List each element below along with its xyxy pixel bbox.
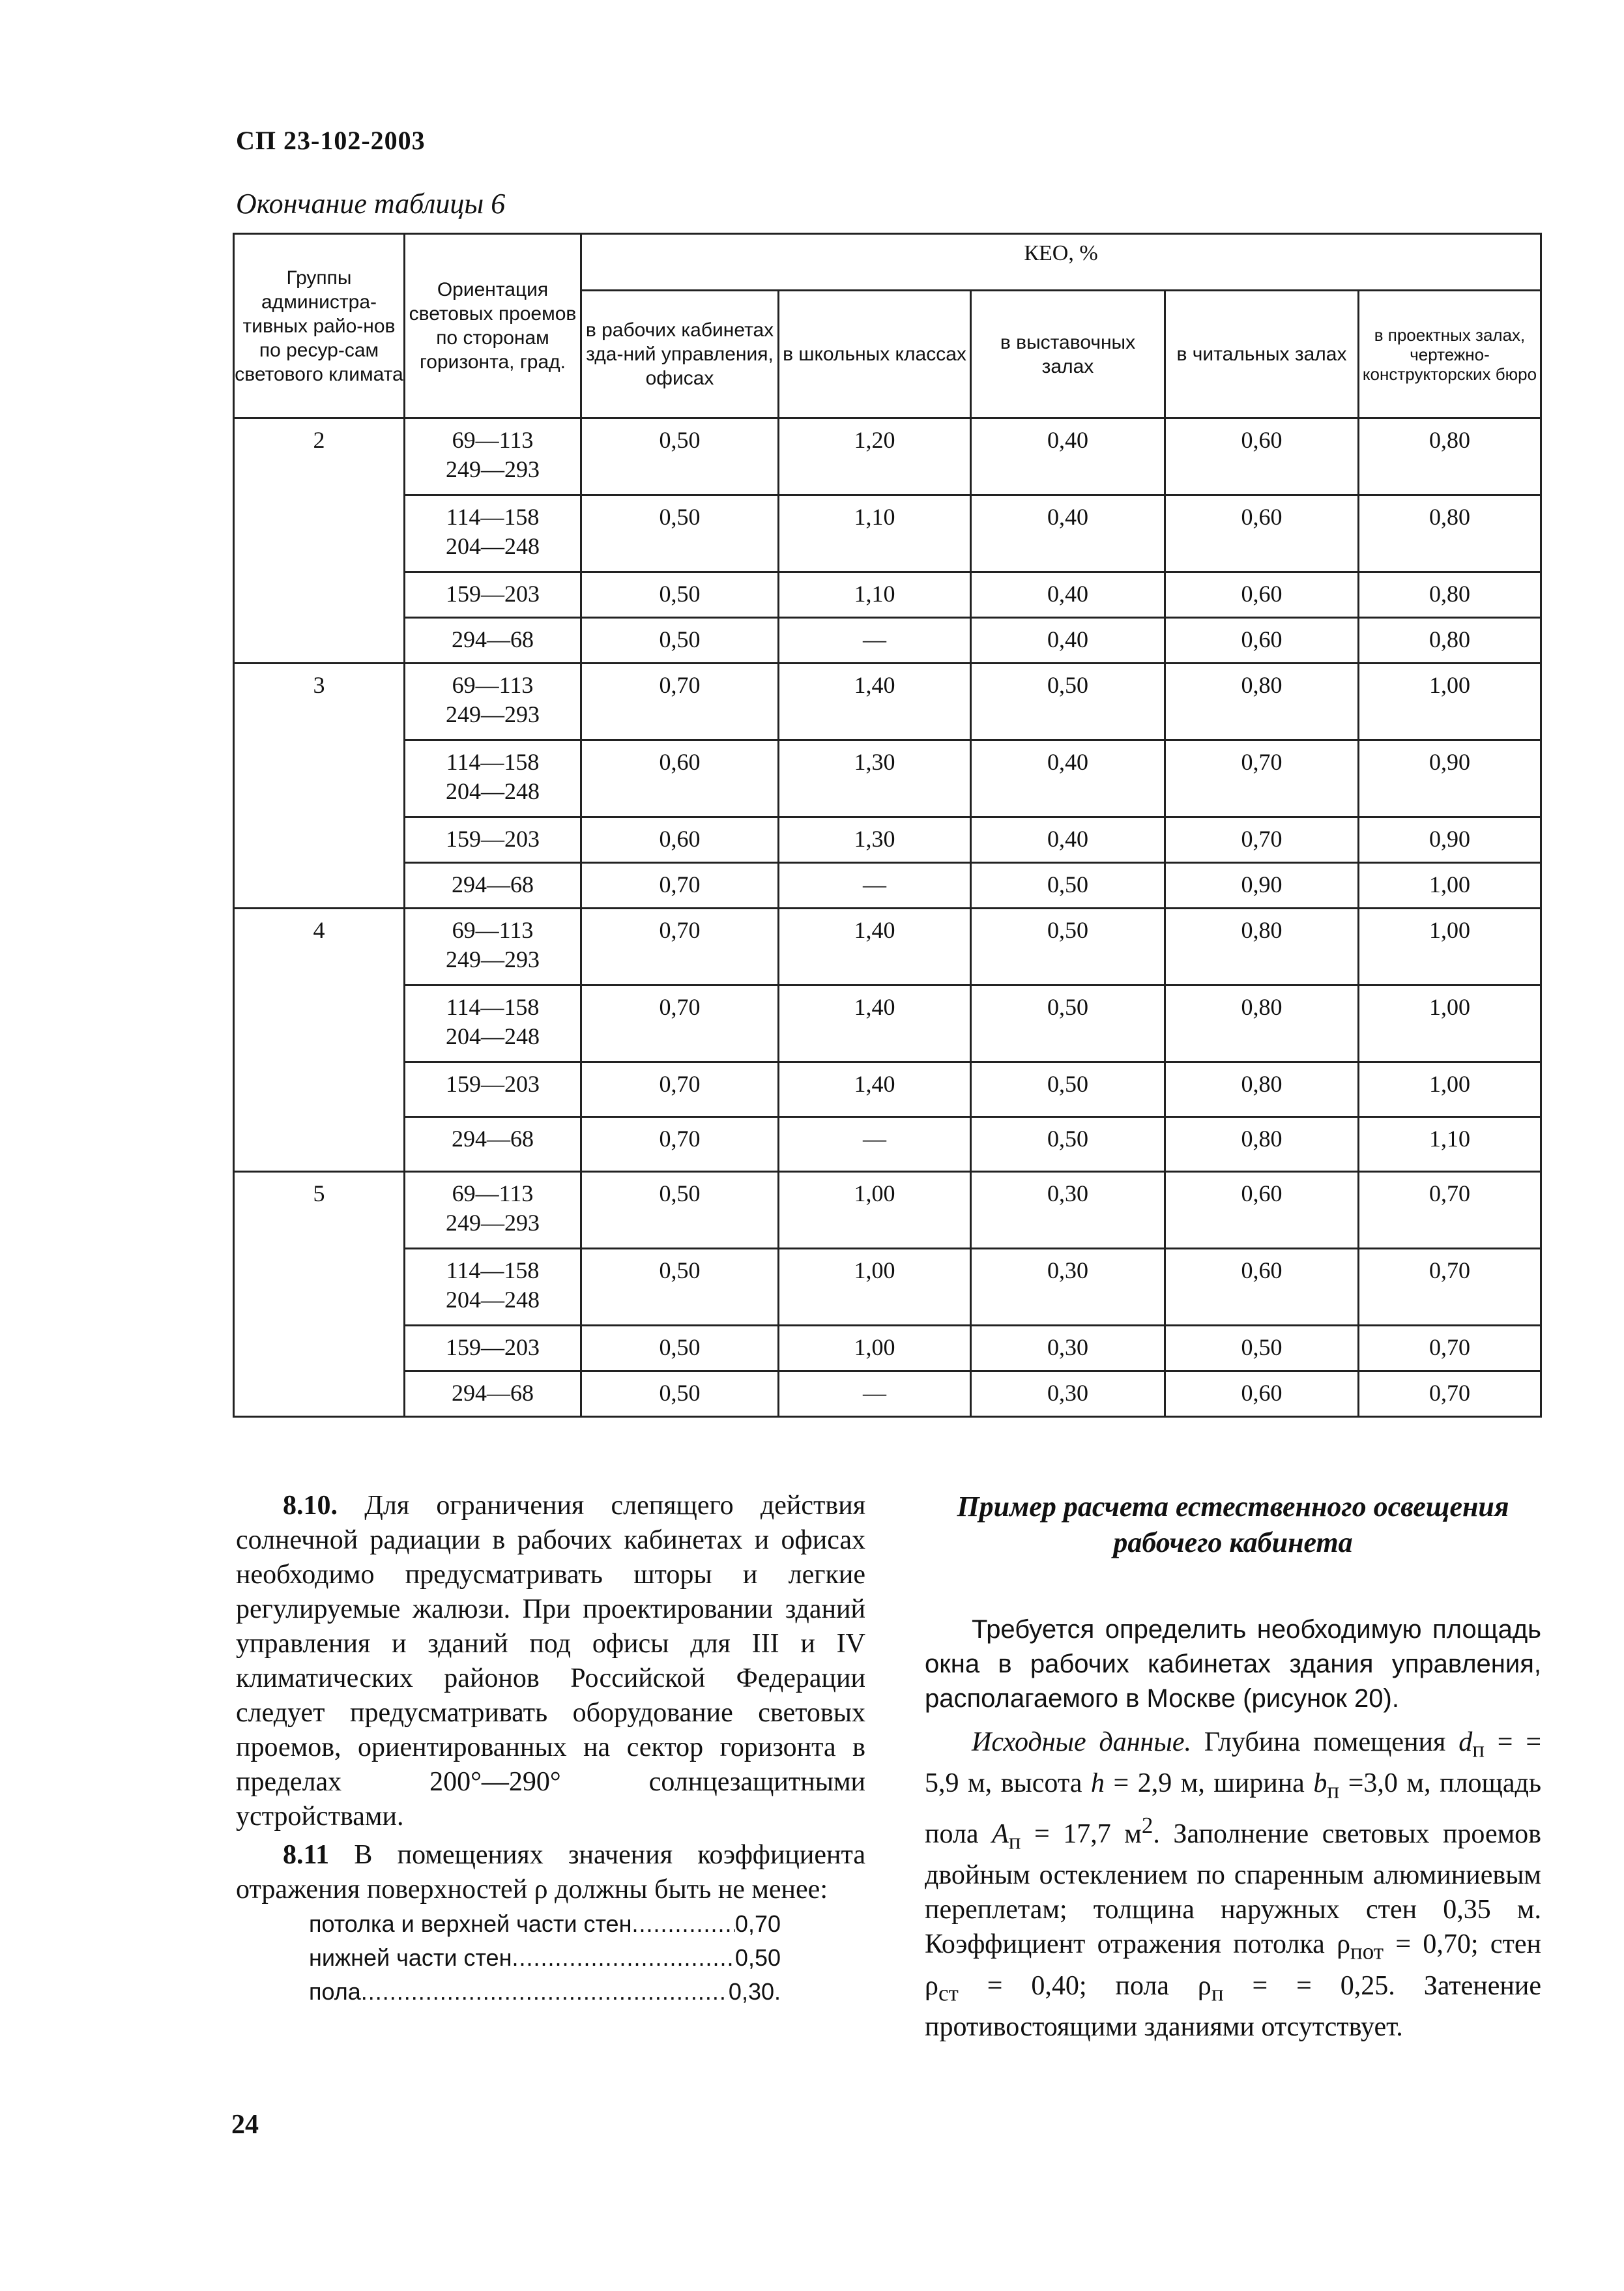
orientation-range: 204—248 [446, 533, 540, 559]
orientation-range: 69—113 [452, 427, 534, 453]
paragraph-text: Для ограничения слепящего действия солнечной радиации в рабочих кабинетах и офисах необходимо предусматривать шторы и легкие регулируемые жалюзи. При проектировании зданий управления и зданий под офисы для III и IV климатических районов Российской Федерации следует предусматривать оборудование световых проемов, ориентированных на сектор горизонта в пределах 200°—290° солнцезащитными устройствами. [236, 1491, 866, 1831]
orientation-cell [405, 740, 581, 817]
paragraph-8-10 [236, 1489, 865, 1834]
keo-value-cell: 0,50 [971, 985, 1165, 1062]
subscript: п [1472, 1736, 1485, 1762]
keo-value-cell: 0,70 [581, 985, 779, 1062]
subscript: ст [938, 1979, 959, 2006]
header-keo: КЕО, % [581, 234, 1541, 291]
keo-value-cell: 0,70 [1165, 817, 1359, 863]
header-orientation: Ориентация световых проемов по сторонам горизонта, град. [405, 234, 581, 418]
list-item-value: 0,70 [734, 1910, 781, 1937]
orientation-range: 114—158 [446, 1257, 540, 1283]
keo-value-cell: 0,40 [971, 817, 1165, 863]
keo-value-cell: 0,60 [1165, 1249, 1359, 1326]
keo-value-cell: 0,50 [581, 618, 779, 664]
table-row [234, 1062, 1541, 1117]
keo-value-cell: 0,50 [971, 1062, 1165, 1117]
orientation-range: 249—293 [446, 456, 540, 482]
keo-value-cell: 0,30 [971, 1326, 1165, 1371]
table-row [234, 664, 1541, 740]
keo-value-cell: 0,70 [1165, 740, 1359, 817]
list-item-value: 0,30. [728, 1978, 781, 2005]
header-exhibition: в выставочных залах [971, 291, 1165, 418]
orientation-cell [405, 572, 581, 618]
example-heading: Пример расчета естественного освещения рабочего кабинета [957, 1491, 1509, 1558]
orientation-range: 69—113 [452, 917, 534, 943]
superscript: 2 [1141, 1812, 1153, 1838]
orientation-cell [405, 664, 581, 740]
keo-value-cell: 0,70 [581, 1062, 779, 1117]
text-run: =3,0 м, площадь пола [925, 1768, 1542, 1849]
text-run: = = 0,25. Затенение противостоящими зданиями отсутствует. [925, 1970, 1542, 2042]
orientation-range: 114—158 [446, 504, 540, 530]
orientation-cell [405, 817, 581, 863]
keo-value-cell: 1,00 [1359, 1062, 1541, 1117]
orientation-range: 114—158 [446, 749, 540, 775]
keo-value-cell: 0,40 [971, 740, 1165, 817]
table-row [234, 863, 1541, 909]
keo-value-cell: 0,50 [971, 863, 1165, 909]
keo-value-cell: 0,40 [971, 495, 1165, 572]
keo-value-cell: 0,50 [581, 418, 779, 495]
keo-value-cell: 0,30 [971, 1172, 1165, 1249]
text-run: = 2,9 м, ширина [1113, 1768, 1305, 1799]
table-row [234, 909, 1541, 985]
keo-value-cell: 0,60 [581, 740, 779, 817]
leader-dots [631, 1907, 734, 1941]
orientation-range: 294—68 [452, 626, 534, 652]
keo-value-cell: 1,00 [1359, 909, 1541, 985]
table-row [234, 1249, 1541, 1326]
keo-value-cell: 0,40 [971, 572, 1165, 618]
header-school: в школьных классах [779, 291, 971, 418]
group-cell: 2 [234, 418, 405, 664]
table-row [234, 572, 1541, 618]
section-number: 8.11 [283, 1840, 330, 1870]
keo-value-cell: 0,70 [1359, 1172, 1541, 1249]
keo-value-cell: 0,60 [1165, 1371, 1359, 1417]
keo-value-cell: 1,30 [779, 740, 971, 817]
orientation-range: 249—293 [446, 1210, 540, 1236]
keo-value-cell: 0,50 [971, 664, 1165, 740]
keo-value-cell: 0,60 [1165, 1172, 1359, 1249]
symbol-b: b [1313, 1768, 1327, 1799]
initial-data-label: Исходные данные. [972, 1727, 1191, 1757]
keo-value-cell: 0,30 [971, 1371, 1165, 1417]
keo-value-cell: 1,30 [779, 817, 971, 863]
group-cell: 5 [234, 1172, 405, 1417]
keo-table [233, 233, 1542, 1418]
text-run: . Заполнение световых проемов двойным остеклением по спаренным алюминиевым переплетам; толщина наружных стен 0,35 м. Коэффициент отражения потолка ρ [925, 1818, 1541, 1960]
text-run: = 0,70; стен ρ [925, 1929, 1541, 2001]
keo-value-cell: 1,00 [779, 1249, 971, 1326]
table-caption: Окончание таблицы 6 [236, 188, 506, 220]
keo-value-cell: — [779, 1371, 971, 1417]
orientation-range: 294—68 [452, 1380, 534, 1406]
header-group: Группы администра-тивных райо-нов по ресур-сам светового климата [234, 234, 405, 418]
symbol-a: A [992, 1818, 1009, 1849]
orientation-cell [405, 1062, 581, 1117]
keo-value-cell: 0,80 [1359, 618, 1541, 664]
keo-value-cell: 1,00 [779, 1172, 971, 1249]
keo-value-cell: 0,70 [581, 664, 779, 740]
orientation-range: 159—203 [446, 1071, 540, 1097]
keo-value-cell: 0,70 [1359, 1326, 1541, 1371]
orientation-cell [405, 618, 581, 664]
orientation-range: 159—203 [446, 826, 540, 852]
orientation-range: 69—113 [452, 1180, 534, 1206]
orientation-range: 249—293 [446, 946, 540, 972]
table-row [234, 495, 1541, 572]
text-run: Глубина помещения [1204, 1727, 1446, 1757]
keo-value-cell: 1,00 [779, 1326, 971, 1371]
keo-value-cell: 0,80 [1165, 985, 1359, 1062]
keo-value-cell: 0,80 [1359, 572, 1541, 618]
keo-value-cell: 0,70 [581, 1117, 779, 1172]
orientation-range: 204—248 [446, 1287, 540, 1313]
group-cell: 3 [234, 664, 405, 909]
orientation-cell [405, 1117, 581, 1172]
orientation-range: 159—203 [446, 1334, 540, 1360]
keo-value-cell: — [779, 618, 971, 664]
initial-data [925, 1725, 1541, 2045]
orientation-cell [405, 909, 581, 985]
keo-value-cell: 0,50 [971, 909, 1165, 985]
table-row [234, 1371, 1541, 1417]
orientation-range: 249—293 [446, 701, 540, 727]
header-office: в рабочих кабинетах зда-ний управления, офисах [581, 291, 779, 418]
keo-value-cell: — [779, 863, 971, 909]
keo-value-cell: 0,50 [1165, 1326, 1359, 1371]
keo-value-cell: 0,90 [1359, 740, 1541, 817]
subscript: п [1211, 1979, 1224, 2006]
keo-value-cell: — [779, 1117, 971, 1172]
keo-value-cell: 0,50 [581, 1172, 779, 1249]
document-code: СП 23-102-2003 [236, 126, 426, 155]
subscript: пот [1350, 1938, 1384, 1964]
table-body [234, 418, 1541, 1417]
orientation-cell [405, 495, 581, 572]
keo-value-cell: 0,50 [971, 1117, 1165, 1172]
keo-value-cell: 1,40 [779, 1062, 971, 1117]
keo-value-cell: 0,30 [971, 1249, 1165, 1326]
leader-dots [512, 1941, 734, 1975]
keo-value-cell: 0,80 [1165, 1062, 1359, 1117]
keo-value-cell: 0,70 [581, 909, 779, 985]
keo-value-cell: 1,00 [1359, 863, 1541, 909]
list-item-name: потолка и верхней части стен [309, 1910, 632, 1937]
orientation-range: 294—68 [452, 871, 534, 897]
keo-value-cell: 1,20 [779, 418, 971, 495]
table-row [234, 418, 1541, 495]
keo-value-cell: 0,50 [581, 572, 779, 618]
keo-value-cell: 0,50 [581, 1326, 779, 1371]
table-row [234, 1326, 1541, 1371]
keo-value-cell: 1,10 [1359, 1117, 1541, 1172]
orientation-cell [405, 985, 581, 1062]
symbol-d: d [1458, 1727, 1473, 1757]
list-item-value: 0,50 [734, 1944, 781, 1971]
table-row [234, 1117, 1541, 1172]
keo-value-cell: 0,90 [1165, 863, 1359, 909]
left-column [236, 1489, 865, 2009]
orientation-cell [405, 1371, 581, 1417]
orientation-cell [405, 1326, 581, 1371]
keo-value-cell: 0,60 [1165, 572, 1359, 618]
keo-value-cell: 1,40 [779, 664, 971, 740]
keo-value-cell: 1,00 [1359, 664, 1541, 740]
section-number: 8.10. [283, 1491, 338, 1521]
orientation-cell [405, 418, 581, 495]
right-column [925, 1489, 1541, 2045]
table-row [234, 985, 1541, 1062]
leader-dots [361, 1975, 729, 2009]
symbol-h: h [1090, 1768, 1105, 1799]
keo-value-cell: 0,80 [1359, 418, 1541, 495]
list-item [309, 1907, 781, 1941]
header-design: в проектных залах, чертежно-конструкторских бюро [1359, 291, 1541, 418]
keo-value-cell: 0,80 [1165, 909, 1359, 985]
keo-value-cell: 1,40 [779, 909, 971, 985]
orientation-range: 294—68 [452, 1126, 534, 1152]
header-reading: в читальных залах [1165, 291, 1359, 418]
keo-value-cell: 0,60 [1165, 618, 1359, 664]
list-item-name: нижней части стен [309, 1944, 512, 1971]
page-number: 24 [231, 2110, 259, 2140]
keo-value-cell: 0,50 [581, 1371, 779, 1417]
text-run: = 17,7 м [1034, 1818, 1142, 1849]
orientation-range: 204—248 [446, 778, 540, 804]
keo-value-cell: 1,10 [779, 495, 971, 572]
keo-value-cell: 0,60 [1165, 495, 1359, 572]
keo-value-cell: 0,80 [1359, 495, 1541, 572]
keo-value-cell: 0,60 [1165, 418, 1359, 495]
keo-value-cell: 0,50 [581, 495, 779, 572]
keo-value-cell: 0,70 [581, 863, 779, 909]
keo-value-cell: 0,80 [1165, 1117, 1359, 1172]
table-row [234, 1172, 1541, 1249]
keo-value-cell: 0,90 [1359, 817, 1541, 863]
text-run: = 0,40; пола ρ [987, 1970, 1211, 2001]
reflection-list [309, 1907, 781, 2009]
subscript: п [1327, 1777, 1340, 1803]
orientation-range: 159—203 [446, 581, 540, 607]
text-run: = = 5,9 м, высота [925, 1727, 1542, 1799]
table-row [234, 817, 1541, 863]
subscript: п [1008, 1828, 1021, 1854]
list-item [309, 1975, 781, 2009]
keo-value-cell: 0,70 [1359, 1249, 1541, 1326]
keo-value-cell: 0,80 [1165, 664, 1359, 740]
list-item-name: пола [309, 1978, 361, 2005]
paragraph-text: В помещениях значения коэффициента отражения поверхностей ρ должны быть не менее: [236, 1840, 866, 1904]
keo-value-cell: 0,70 [1359, 1371, 1541, 1417]
keo-value-cell: 0,60 [581, 817, 779, 863]
orientation-range: 204—248 [446, 1023, 540, 1049]
list-item [309, 1941, 781, 1975]
keo-value-cell: 1,10 [779, 572, 971, 618]
table-row [234, 740, 1541, 817]
keo-value-cell: 0,40 [971, 418, 1165, 495]
orientation-cell [405, 1172, 581, 1249]
orientation-range: 69—113 [452, 672, 534, 698]
example-intro: Требуется определить необходимую площадь окна в рабочих кабинетах здания управления, располагаемого в Москве (рисунок 20). [925, 1615, 1541, 1713]
keo-value-cell: 1,40 [779, 985, 971, 1062]
keo-value-cell: 0,50 [581, 1249, 779, 1326]
orientation-range: 114—158 [446, 994, 540, 1020]
paragraph-8-11 [236, 1838, 865, 1907]
group-cell: 4 [234, 909, 405, 1172]
table-row [234, 618, 1541, 664]
keo-value-cell: 1,00 [1359, 985, 1541, 1062]
orientation-cell [405, 863, 581, 909]
keo-value-cell: 0,40 [971, 618, 1165, 664]
orientation-cell [405, 1249, 581, 1326]
